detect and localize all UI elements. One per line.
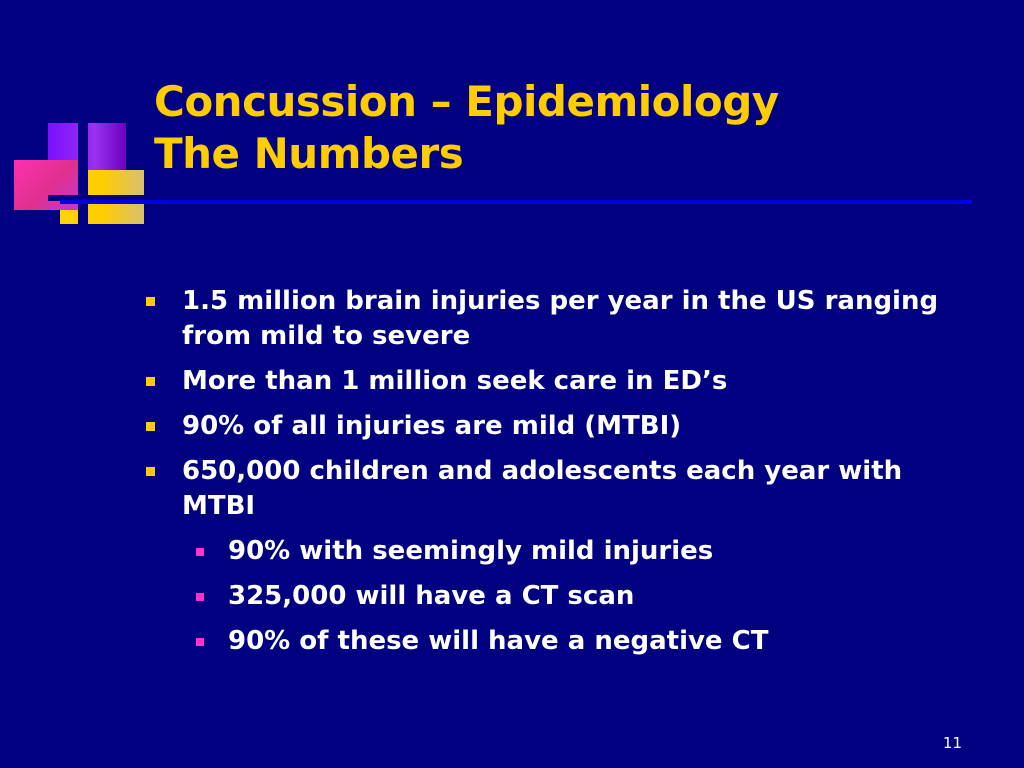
sub-bullet-marker-icon	[196, 638, 204, 646]
bullet-item	[140, 409, 960, 444]
sub-bullet-item	[140, 624, 960, 659]
bullet-text: 1.5 million brain injuries per year in the US ranging from mild to severe	[182, 286, 939, 351]
slide-title-line2: The Numbers	[154, 129, 464, 178]
sub-bullet-text: 90% with seemingly mild injuries	[228, 536, 714, 566]
bullet-item	[140, 454, 960, 524]
bullet-marker-icon	[146, 377, 155, 386]
bullet-marker-icon	[146, 467, 155, 476]
bullet-marker-icon	[146, 297, 155, 306]
slide-title	[154, 76, 974, 180]
sub-bullet-marker-icon	[196, 548, 204, 556]
page-number: 11	[942, 734, 962, 752]
sub-bullet-marker-icon	[196, 593, 204, 601]
bullet-item	[140, 284, 960, 354]
sub-bullet-item	[140, 579, 960, 614]
slide-title-line1: Concussion – Epidemiology	[154, 77, 779, 126]
sub-bullet-text: 90% of these will have a negative CT	[228, 626, 769, 656]
bullet-marker-icon	[146, 422, 155, 431]
sub-bullet-item	[140, 534, 960, 569]
bullet-text: 650,000 children and adolescents each year with MTBI	[182, 456, 903, 521]
bullet-text: 90% of all injuries are mild (MTBI)	[182, 411, 682, 441]
sub-bullet-text: 325,000 will have a CT scan	[228, 581, 635, 611]
bullet-item	[140, 364, 960, 399]
title-divider	[60, 200, 972, 204]
logo-vertical-divider	[78, 123, 88, 226]
bullet-text: More than 1 million seek care in ED’s	[182, 366, 728, 396]
bullet-list	[140, 284, 960, 669]
